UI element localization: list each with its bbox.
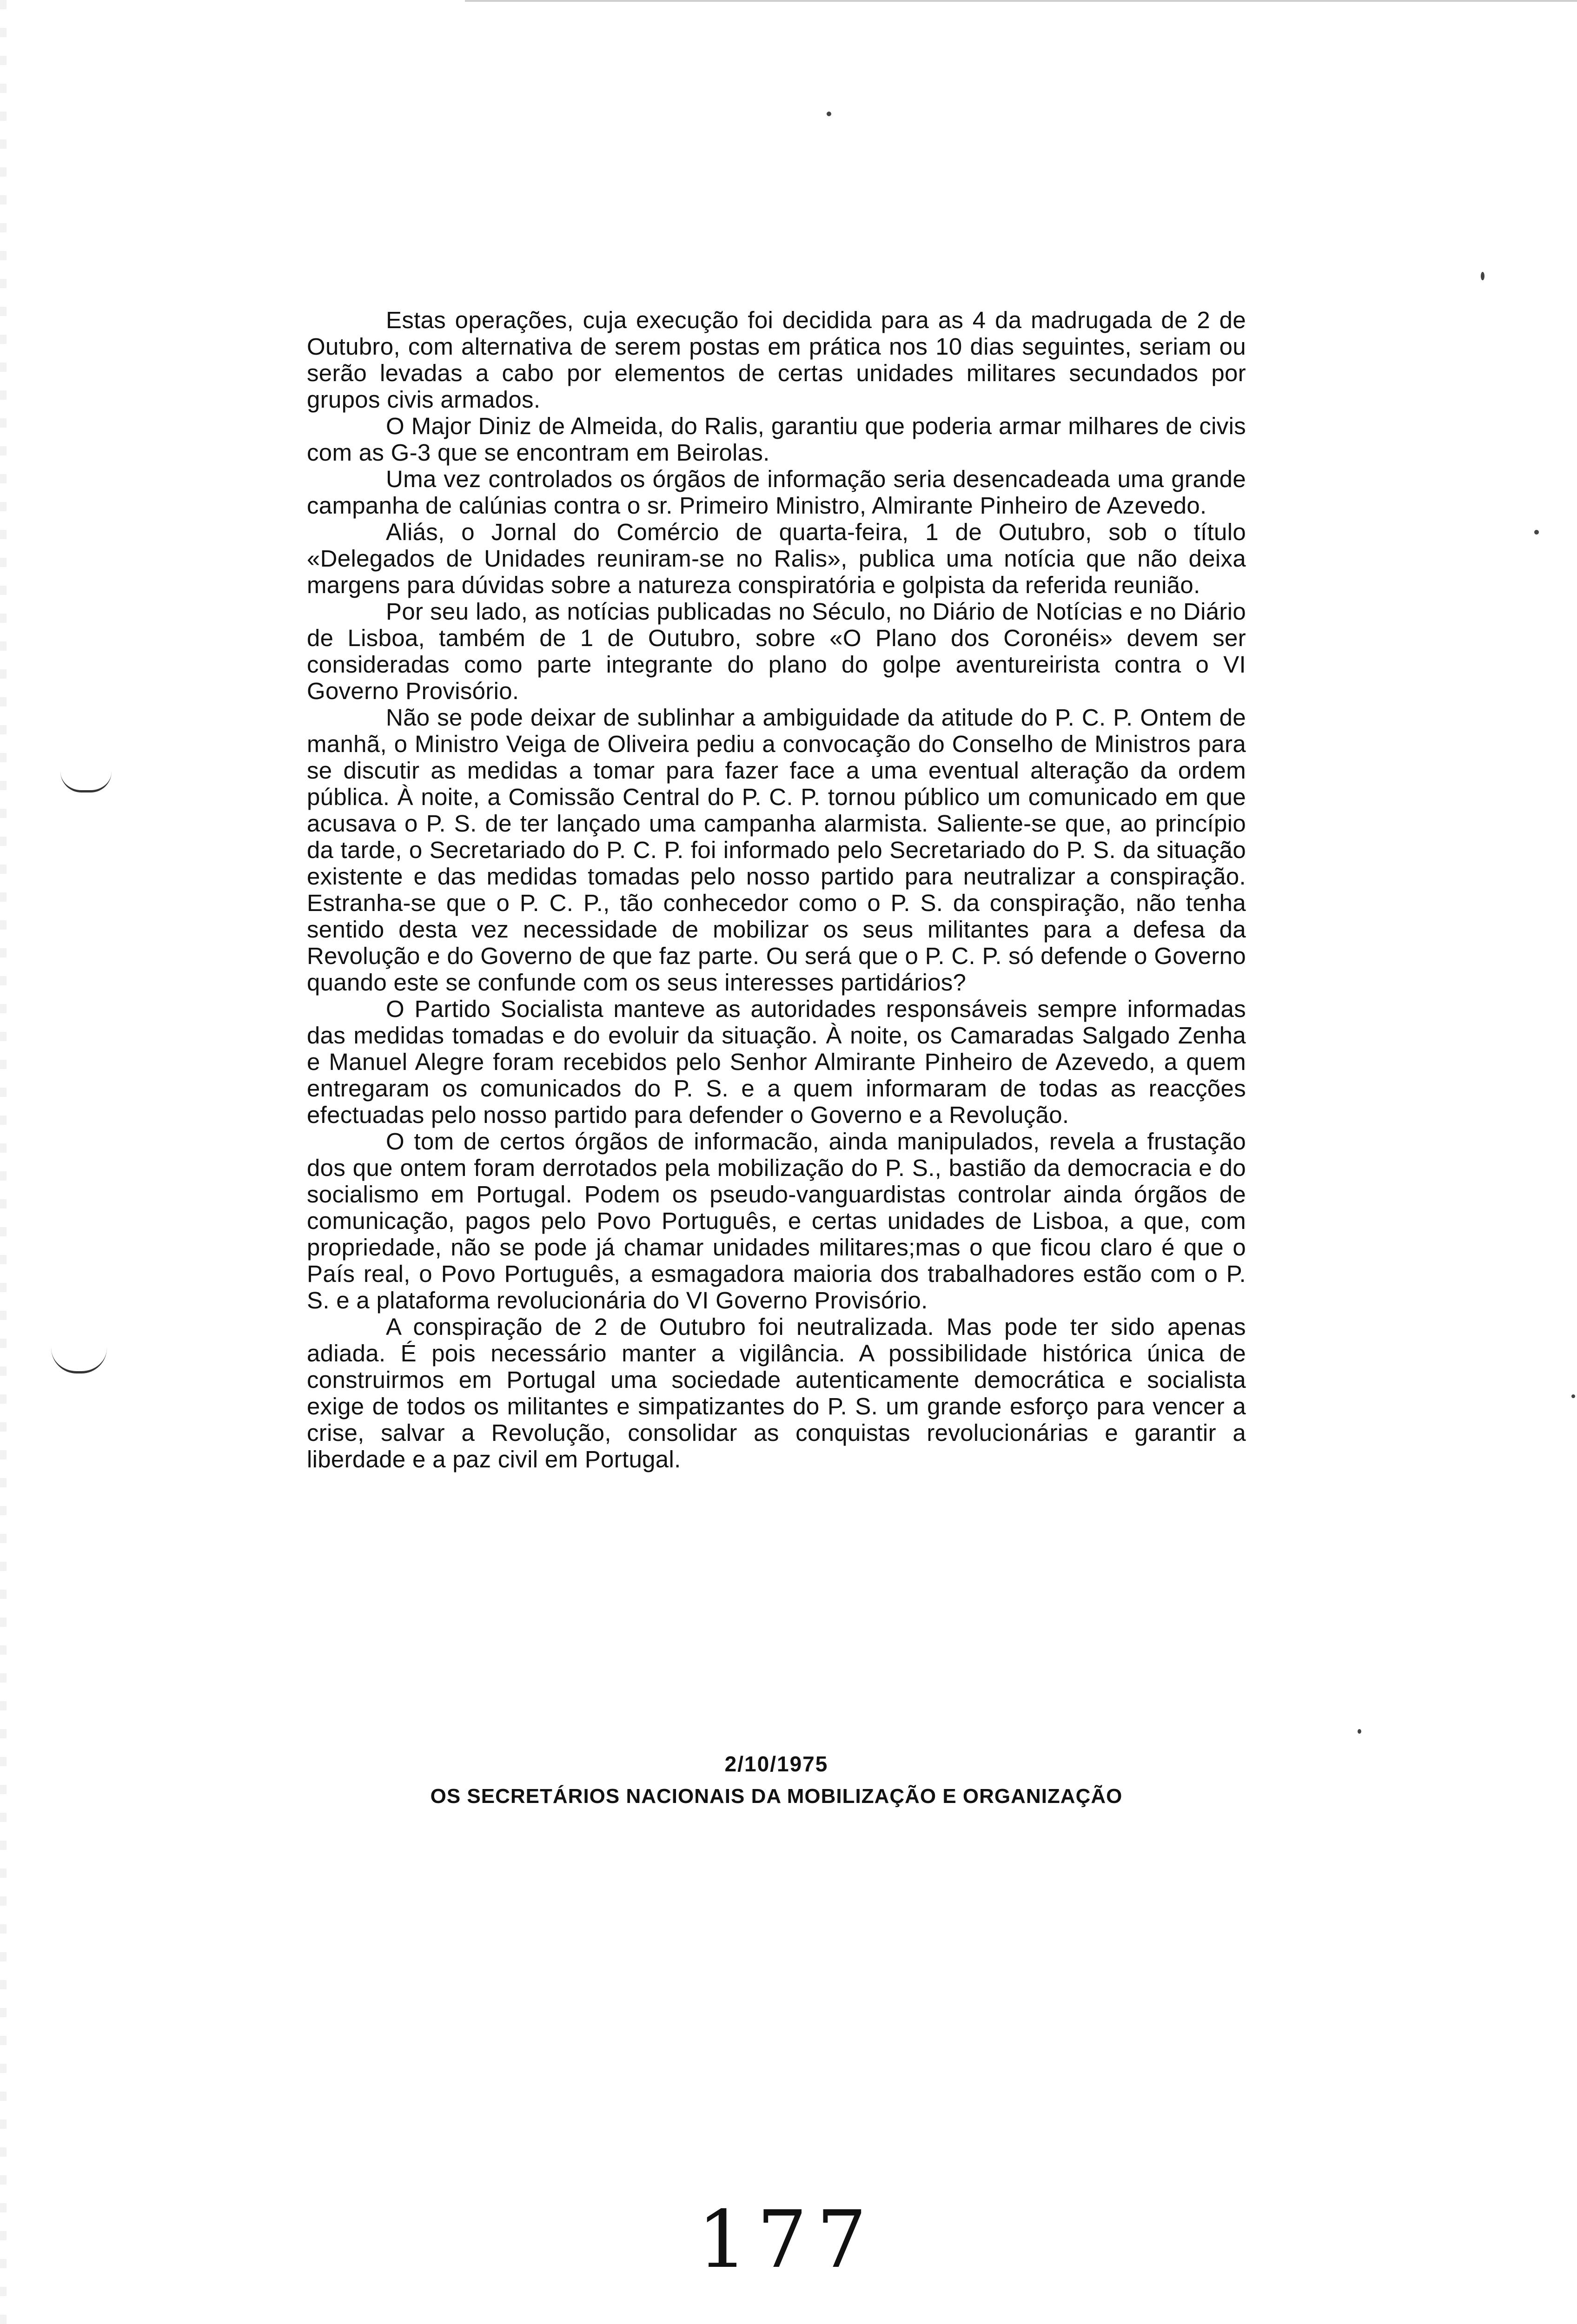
- paragraph: O Partido Socialista manteve as autoridades responsáveis sempre informadas das medidas tomadas e do evoluir da situação. À noite, os Camaradas Salgado Zenha e Manuel Alegre foram recebidos pelo Senhor Almirante Pinheiro de Azevedo, a quem entregaram os comunicados do P. S. e a quem informaram de todas as reacções efectuadas pelo nosso partido para defender o Governo e a Revolução.: [307, 996, 1246, 1128]
- signature-block: [307, 1751, 1246, 1808]
- handwritten-page-number: 177: [697, 2194, 876, 2286]
- scan-speck: [1571, 1394, 1575, 1398]
- paragraph: Por seu lado, as notícias publicadas no Século, no Diário de Notícias e no Diário de Lisboa, também de 1 de Outubro, sobre «O Plano dos Coronéis» devem ser consideradas como parte integrante do plano do golpe aventureirista contra o VI Governo Provisório.: [307, 598, 1246, 704]
- scan-speck: [1534, 530, 1539, 535]
- scan-speck: [1481, 272, 1484, 280]
- scan-speck: [827, 112, 831, 116]
- margin-hole-mark: [60, 772, 112, 792]
- document-date: 2/10/1975: [724, 1752, 828, 1776]
- margin-hole-mark: [51, 1348, 107, 1373]
- letter-body: [307, 307, 1246, 1472]
- top-border-line: [465, 0, 1577, 2]
- paragraph: A conspiração de 2 de Outubro foi neutralizada. Mas pode ter sido apenas adiada. É pois necessário manter a vigilância. A possibilidade histórica única de construirmos em Portugal uma sociedade autenticamente democrática e socialista exige de todos os militantes e simpatizantes do P. S. um grande esforço para vencer a crise, salvar a Revolução, consolidar as conquistas revolucionárias e garantir a liberdade e a paz civil em Portugal.: [307, 1314, 1246, 1472]
- paragraph: Não se pode deixar de sublinhar a ambiguidade da atitude do P. C. P. Ontem de manhã, o Ministro Veiga de Oliveira pediu a convocação do Conselho de Ministros para se discutir as medidas a tomar para fazer face a uma eventual alteração da ordem pública. À noite, a Comissão Central do P. C. P. tornou público um comunicado em que acusava o P. S. de ter lançado uma campanha alarmista. Saliente-se que, ao princípio da tarde, o Secretariado do P. C. P. foi informado pelo Secretariado do P. S. da situação existente e das medidas tomadas pelo nosso partido para neutralizar a conspiração. Estranha-se que o P. C. P., tão conhecedor como o P. S. da conspiração, não tenha sentido desta vez necessidade de mobilizar os seus militantes para a defesa da Revolução e do Governo de que faz parte. Ou será que o P. C. P. só defende o Governo quando este se confunde com os seus interesses partidários?: [307, 704, 1246, 996]
- paragraph: O Major Diniz de Almeida, do Ralis, garantiu que poderia armar milhares de civis com as G-3 que se encontram em Beirolas.: [307, 413, 1246, 466]
- paragraph: Uma vez controlados os órgãos de informação seria desencadeada uma grande campanha de calúnias contra o sr. Primeiro Ministro, Almirante Pinheiro de Azevedo.: [307, 466, 1246, 519]
- signatories: OS SECRETÁRIOS NACIONAIS DA MOBILIZAÇÃO E ORGANIZAÇÃO: [430, 1785, 1123, 1808]
- scan-speck: [1358, 1729, 1361, 1734]
- paragraph: Aliás, o Jornal do Comércio de quarta-feira, 1 de Outubro, sob o título «Delegados de Unidades reuniram-se no Ralis», publica uma notícia que não deixa margens para dúvidas sobre a natureza conspiratória e golpista da referida reunião.: [307, 519, 1246, 598]
- paragraph: O tom de certos órgãos de informacão, ainda manipulados, revela a frustação dos que ontem foram derrotados pela mobilização do P. S., bastião da democracia e do socialismo em Portugal. Podem os pseudo-vanguardistas controlar ainda órgãos de comunicação, pagos pelo Povo Português, e certas unidades de Lisboa, a que, com propriedade, não se pode já chamar unidades militares;mas o que ficou claro é que o País real, o Povo Português, a esmagadora maioria dos trabalhadores estão com o P. S. e a plataforma revolucionária do VI Governo Provisório.: [307, 1128, 1246, 1314]
- left-binding-edge: [0, 0, 7, 2324]
- paragraph: Estas operações, cuja execução foi decidida para as 4 da madrugada de 2 de Outubro, com alternativa de serem postas em prática nos 10 dias seguintes, seriam ou serão levadas a cabo por elementos de certas unidades militares secundados por grupos civis armados.: [307, 307, 1246, 413]
